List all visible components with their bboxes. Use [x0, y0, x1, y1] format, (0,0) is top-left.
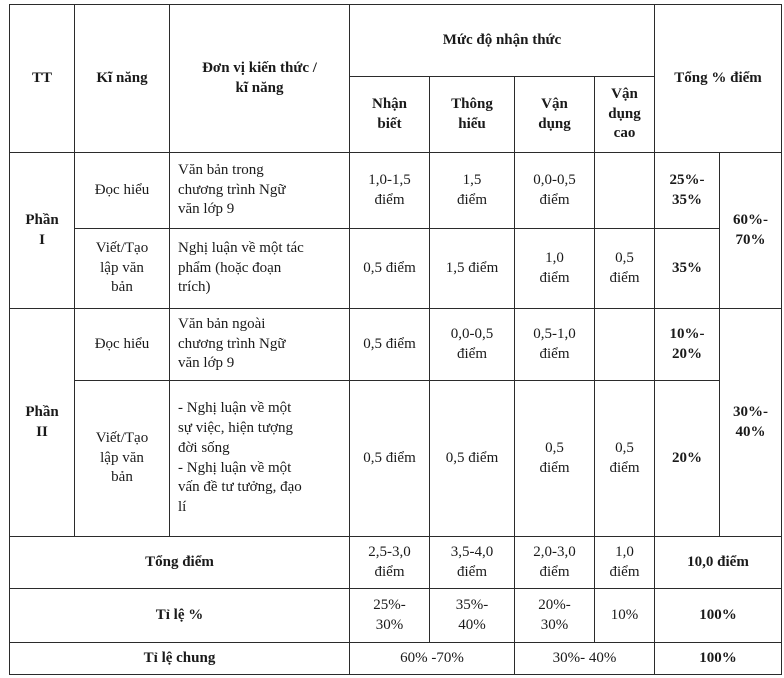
- header-ki-nang: Kĩ năng: [75, 5, 170, 153]
- header-tt: TT: [10, 5, 75, 153]
- part-name: Phần II: [10, 309, 75, 537]
- summary-total: 100%: [655, 589, 782, 643]
- value-cell: 0,5 điểm: [595, 381, 655, 537]
- value-cell: 1,5 điểm: [430, 153, 515, 229]
- percent-cell: 10%- 20%: [655, 309, 720, 381]
- header-don-vi: Đơn vị kiến thức / kĩ năng: [170, 5, 350, 153]
- table-row: [10, 229, 782, 309]
- summary-total: 100%: [655, 643, 782, 675]
- unit-cell: - Nghị luận về một sự việc, hiện tượng đời sống - Nghị luận về một vấn đề tư tưởng, đạo lí: [170, 381, 350, 537]
- value-cell: 0,5 điểm: [350, 381, 430, 537]
- value-cell: 1,0-1,5 điểm: [350, 153, 430, 229]
- summary-value: 20%- 30%: [515, 589, 595, 643]
- value-cell: 0,0-0,5 điểm: [515, 153, 595, 229]
- value-cell: 0,5 điểm: [430, 381, 515, 537]
- skill-cell: Đọc hiểu: [75, 153, 170, 229]
- level-van-dung-cao: Vận dụng cao: [595, 77, 655, 153]
- value-cell: 1,5 điểm: [430, 229, 515, 309]
- value-cell: 0,5 điểm: [350, 309, 430, 381]
- table-row: [10, 309, 782, 381]
- unit-cell: Văn bản trong chương trình Ngữ văn lớp 9: [170, 153, 350, 229]
- summary-value: 35%- 40%: [430, 589, 515, 643]
- header-muc-do: Mức độ nhận thức: [350, 5, 655, 77]
- page: [9, 4, 782, 675]
- summary-value: 3,5-4,0 điểm: [430, 537, 515, 589]
- value-cell: 0,5-1,0 điểm: [515, 309, 595, 381]
- percent-cell: 35%: [655, 229, 720, 309]
- table-row: [10, 153, 782, 229]
- value-cell: 1,0 điểm: [515, 229, 595, 309]
- percent-cell: 25%- 35%: [655, 153, 720, 229]
- skill-cell: Đọc hiểu: [75, 309, 170, 381]
- summary-row-ti-le-chung: [10, 643, 782, 675]
- skill-cell: Viết/Tạo lập văn bản: [75, 229, 170, 309]
- level-van-dung: Vận dụng: [515, 77, 595, 153]
- value-cell: 0,5 điểm: [595, 229, 655, 309]
- exam-matrix-table: [9, 4, 782, 675]
- part-total-cell: 30%- 40%: [720, 309, 782, 537]
- level-thong-hieu: Thông hiểu: [430, 77, 515, 153]
- value-cell: 0,5 điểm: [350, 229, 430, 309]
- summary-label: Tỉ lệ chung: [10, 643, 350, 675]
- summary-value: 30%- 40%: [515, 643, 655, 675]
- summary-value: 60% -70%: [350, 643, 515, 675]
- part-total-cell: 60%- 70%: [720, 153, 782, 309]
- summary-row-tong-diem: [10, 537, 782, 589]
- summary-value: 2,5-3,0 điểm: [350, 537, 430, 589]
- skill-cell: Viết/Tạo lập văn bản: [75, 381, 170, 537]
- summary-value: 2,0-3,0 điểm: [515, 537, 595, 589]
- summary-value: 1,0 điểm: [595, 537, 655, 589]
- level-nhan-biet: Nhận biết: [350, 77, 430, 153]
- unit-cell: Nghị luận về một tác phẩm (hoặc đoạn trích): [170, 229, 350, 309]
- summary-label: Tỉ lệ %: [10, 589, 350, 643]
- value-cell: 0,5 điểm: [515, 381, 595, 537]
- summary-row-ti-le: [10, 589, 782, 643]
- header-row: [10, 5, 782, 77]
- summary-label: Tổng điểm: [10, 537, 350, 589]
- header-tong: Tổng % điểm: [655, 5, 782, 153]
- summary-total: 10,0 điểm: [655, 537, 782, 589]
- table-row: [10, 381, 782, 537]
- summary-value: 10%: [595, 589, 655, 643]
- summary-value: 25%- 30%: [350, 589, 430, 643]
- percent-cell: 20%: [655, 381, 720, 537]
- value-cell: [595, 309, 655, 381]
- part-name: Phần I: [10, 153, 75, 309]
- value-cell: [595, 153, 655, 229]
- unit-cell: Văn bản ngoài chương trình Ngữ văn lớp 9: [170, 309, 350, 381]
- value-cell: 0,0-0,5 điểm: [430, 309, 515, 381]
